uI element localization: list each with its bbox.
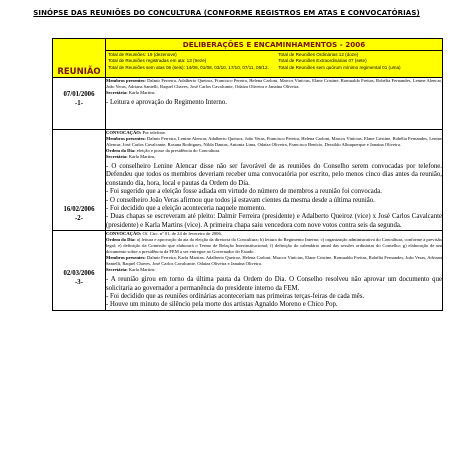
members-label: Membros presentes:	[106, 255, 146, 261]
meeting-date-cell	[53, 130, 106, 231]
secretary-name: Karla Martins.	[128, 267, 156, 273]
convocacao-label: CONVOCAÇÃO:	[106, 130, 142, 135]
meeting-content	[106, 231, 443, 311]
stat-ordinary: Total de Reuniões Ordinárias 12 (doze)	[278, 52, 359, 57]
minutes-table	[52, 38, 443, 311]
stat-total: Total de Reuniões: 19 (dezenove)	[108, 52, 177, 57]
agenda-item: - Houve um minuto de silêncio pela morte dos artistas Agnaldo Moreno e Chico Pop.	[106, 301, 338, 309]
page-title: SINÓPSE DAS REUNIÕES DO CONCULTURA (CONFORME REGISTROS EM ATAS E CONVOCATÓRIAS)	[33, 9, 420, 17]
meeting-number: -2-	[75, 215, 83, 222]
meeting-row-3	[53, 231, 443, 311]
agenda-item: - Duas chapas se escreveram até pleito: Dalmir Ferreira (presidente) e Adalberto Queiroz (vice) x José Carlos Cavalcante (presidente) e Karla Martins (vice). A primeira chapa saiu vencedora com nove votos contra seis da segunda.	[106, 213, 442, 229]
header-row	[53, 39, 443, 51]
members-label: Membros presentes:	[106, 78, 146, 83]
meeting-number: -1-	[75, 100, 83, 107]
members-list: Dalmir Ferreira, Karla Martins, Adalberto Queiroz, Helena Carloni, Marcos Vinícius, Elane Cristine, Romualdo Freitas, Robélia Fernandes, João Veras, Adriana Santelli, Raquel Chaves, José Carlos Cavalcante, Odaíza Oliveira e Janaína Oliveira.	[106, 255, 443, 267]
ordem-label: Ordem do Dia:	[106, 237, 136, 243]
members-list: Dalmir Ferreira, Lenine Alencar, Adalberto Queiroz, João Veras, Francisco Pereira, Helena Carloni, Marcos Vinícius, Elane Cristine, Robélia Fernandes, Lenine Alencar, José Carlos Cavalcante, Rosana Rodrigues, Nilda Dantas, Antonia Lima, Odaíza Oliveira, Francisco Benício, Deraildo Albuquerque e Janaína Oliveira.	[106, 136, 442, 147]
meeting-date: 16/02/2006	[63, 206, 95, 213]
secretary-label: Secretária:	[106, 154, 128, 159]
ordem-text: eleição e posse da presidência do Concultura.	[136, 148, 221, 153]
meeting-number: -3-	[75, 279, 83, 287]
deliberations-header: DELIBERAÇÕES E ENCAMINHAMENTOS - 2006	[106, 39, 443, 51]
agenda-item: - Foi sugerido que a eleição fosse adiada em virtude do número de membros a reunião foi convocada.	[106, 188, 382, 196]
meeting-date-cell	[53, 78, 106, 130]
secretary-label: Secretária:	[106, 90, 128, 95]
meeting-row-2	[53, 130, 443, 231]
members-list: Dalmir Ferreira, Adalberto Queiroz, Francisco Pereira, Helena Carloni, Marcos Vinícius, Elane Cristine, Romualdo Freitas, Robélia Fernandes, Lenine Alencar, João Veras, Adriana Santelli, Raquel Chaves, José Carlos Cavalcante, Odaíza Oliveira e Janaína Oliveira.	[106, 78, 443, 89]
meeting-date: 02/03/2006	[63, 270, 95, 278]
secretary-name: Karla Martins.	[128, 90, 156, 95]
ordem-label: Ordem do Dia:	[106, 148, 136, 153]
stat-extraordinary: Total de Reuniões Extraordinárias 07 (sete)	[278, 58, 367, 64]
stats-right	[278, 52, 440, 71]
agenda-item: - A reunião girou em torno da última pauta da Ordem do Dia. O Conselho resolveu não aprovar um documento que solicitaria ao governador a permanência do presidente interno da FEM.	[106, 276, 442, 292]
stats-left	[108, 52, 278, 71]
convocacao-text: Of. Circ. nº 01, de 24 de fevereiro de 2006.	[142, 231, 222, 237]
meeting-row-1	[53, 78, 443, 130]
meeting-content	[106, 78, 443, 130]
meeting-content	[106, 130, 443, 231]
secretary-name: Karla Martins.	[128, 154, 156, 159]
agenda-item: - O conselheiro Lenine Alencar disse não ser favorável de as reuniões do Conselho serem convocadas por telefone. Defendeu que todos os membros deveriam receber uma convocatória por escrito, pelo menos cinco dias antes da reunião, constando dia, hora, local e pautas da Ordem do Dia.	[106, 163, 442, 187]
reuniao-header: REUNIÃO	[53, 39, 106, 78]
stat-with-minutes: Total de Reuniões registradas em ata: 13 (treze)	[108, 58, 207, 64]
secretary-label: Secretária:	[106, 267, 128, 273]
agenda-item: - O conselheiro João Veras afirmou que todos já estavam cientes da mesma desde a última reunião.	[106, 196, 375, 204]
members-label: Membros presentes:	[106, 136, 146, 141]
agenda-item: - Foi decidido que as reuniões ordinárias aconteceriam nas primeiras terças-feiras de cada mês.	[106, 293, 365, 301]
stats-cell	[106, 51, 443, 78]
meeting-date-cell	[53, 231, 106, 311]
agenda-item: - Leitura e aprovação do Regimento Interno.	[106, 99, 227, 106]
meeting-date: 07/01/2006	[63, 91, 95, 98]
stats-row	[53, 51, 443, 78]
stat-without-minutes: Total de Reuniões sem atas 06 (seis): 14/06, 01/08, 03/10, 17/10, 07/11, 05/12.	[108, 64, 269, 70]
ordem-text: a) leitura e aprovação da ata da eleição da diretoria do Concultura; b) leitura do Regimento Interno; c) organização administrativa do Concultura, conforme a previsão legal; e) definição da Comissão que elaborará o Termo de Relação Interinstitucional; f) definição do calendário anual das sessões ordinárias do Conselho; g) elaboração de um documento sobre a presidência da FEM a ser entregue ao Governador do Estado.	[106, 237, 442, 255]
convocacao-text: Por telefone.	[142, 130, 167, 135]
agenda-item: - Foi decidido que a eleição aconteceria naquele momento.	[106, 205, 266, 213]
stat-no-quorum: Total de Reuniões sem quórum mínimo regimental 01 (uma)	[278, 64, 401, 70]
convocacao-label: CONVOCAÇÃO:	[106, 231, 142, 237]
